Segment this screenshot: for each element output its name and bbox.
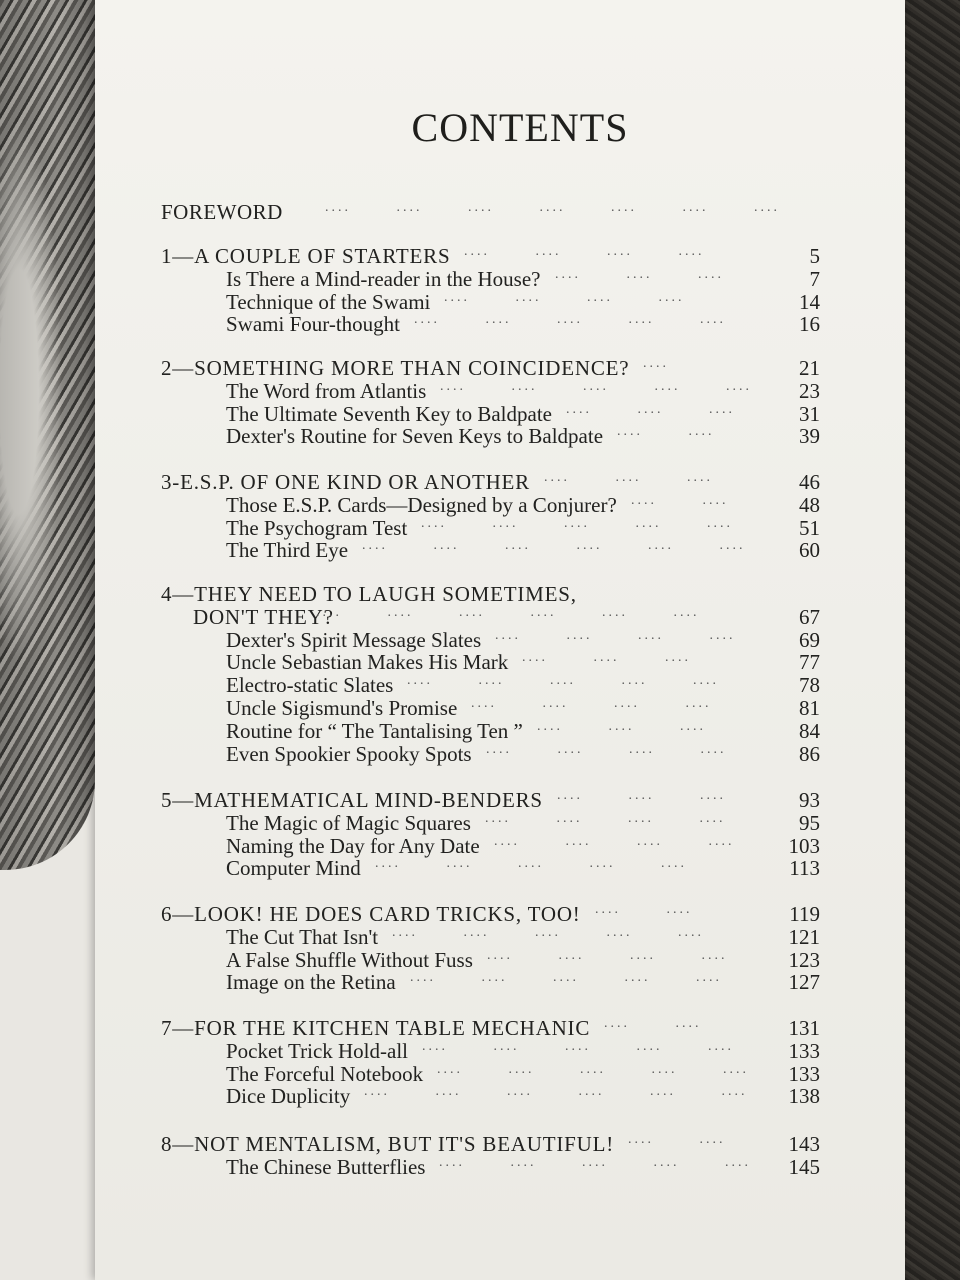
page-number: 131 bbox=[788, 1016, 820, 1040]
entry-label: A False Shuffle Without Fuss bbox=[226, 947, 473, 972]
page-number: 23 bbox=[799, 378, 820, 403]
entry-label: 5—MATHEMATICAL MIND-BENDERS bbox=[161, 788, 543, 812]
chapter-heading[interactable] bbox=[95, 244, 905, 268]
leader-dots: .... .... .... .... .... bbox=[439, 1154, 751, 1170]
leader-dots: .... .... .... .... .... bbox=[437, 1061, 749, 1077]
leader-dots: .... .... .... .... .... .... bbox=[364, 1084, 748, 1100]
entry-label: The Magic of Magic Squares bbox=[226, 810, 471, 835]
leader-dots: .... .... .... .... .... bbox=[440, 378, 752, 394]
toc-subentry[interactable] bbox=[95, 1155, 905, 1179]
toc-subentry[interactable] bbox=[95, 379, 905, 403]
entry-label: The Psychogram Test bbox=[226, 515, 408, 540]
entry-label: 3-E.S.P. OF ONE KIND OR ANOTHER bbox=[161, 470, 530, 494]
leader-dots: .... .... .... .... bbox=[485, 810, 726, 826]
page-number: 14 bbox=[799, 289, 820, 314]
leader-dots: .... .... .... .... bbox=[494, 833, 735, 849]
leader-dots: .... .... .... .... .... bbox=[375, 856, 687, 872]
entry-label: Pocket Trick Hold-all bbox=[226, 1038, 408, 1063]
leader-dots: .... .... .... .... bbox=[486, 741, 727, 757]
leader-dots: .... .... bbox=[628, 1132, 726, 1147]
leader-dots: .... .... .... bbox=[537, 718, 706, 734]
toc-subentry[interactable] bbox=[95, 628, 905, 652]
toc-subentry[interactable] bbox=[95, 856, 905, 880]
page-number: 138 bbox=[788, 1084, 820, 1109]
leader-dots: .... .... .... .... .... bbox=[422, 1038, 734, 1054]
toc-subentry[interactable] bbox=[95, 1084, 905, 1108]
entry-label: The Word from Atlantis bbox=[226, 378, 427, 403]
page-number: 133 bbox=[788, 1038, 820, 1063]
page-number: 113 bbox=[789, 856, 820, 881]
entry-label: Dice Duplicity bbox=[226, 1084, 351, 1109]
entry-label: Uncle Sebastian Makes His Mark bbox=[226, 650, 509, 675]
entry-label: The Chinese Butterflies bbox=[226, 1154, 426, 1179]
leader-dots: .... .... bbox=[604, 1016, 702, 1031]
page-number: 31 bbox=[799, 401, 820, 426]
entry-label: Routine for “ The Tantalising Ten ” bbox=[226, 718, 523, 743]
leader-dots: .... .... .... .... bbox=[464, 244, 705, 259]
toc-subentry[interactable] bbox=[95, 970, 905, 994]
entry-label: FOREWORD bbox=[161, 200, 283, 224]
page-number: 69 bbox=[799, 627, 820, 652]
entry-label: Technique of the Swami bbox=[226, 289, 431, 314]
entry-label: Image on the Retina bbox=[226, 970, 396, 995]
page-title: CONTENTS bbox=[411, 105, 629, 150]
page-number: 48 bbox=[799, 492, 820, 517]
leader-dots: .... .... .... .... .... .... bbox=[316, 604, 700, 620]
entry-label: Dexter's Spirit Message Slates bbox=[226, 627, 482, 652]
leader-dots: .... .... .... bbox=[544, 470, 713, 485]
entry-label: The Forceful Notebook bbox=[226, 1061, 424, 1086]
page-number: 81 bbox=[799, 696, 820, 720]
leader-dots: .... .... .... bbox=[555, 266, 724, 282]
leader-dots: .... .... bbox=[617, 424, 715, 440]
facing-page bbox=[0, 0, 110, 1280]
leader-dots: .... .... .... .... .... .... bbox=[362, 538, 746, 554]
leader-dots: .... bbox=[643, 356, 669, 371]
leader-dots: .... .... .... bbox=[522, 650, 691, 666]
leader-dots: .... .... .... .... bbox=[444, 289, 685, 305]
page-number: 7 bbox=[809, 266, 820, 291]
entry-label: Those E.S.P. Cards—Designed by a Conjurer? bbox=[226, 492, 617, 517]
leader-dots: .... .... bbox=[595, 902, 693, 917]
page-number: 121 bbox=[788, 924, 820, 949]
page-number: 16 bbox=[799, 312, 820, 337]
entry-label: The Third Eye bbox=[226, 538, 349, 563]
entry-label: Even Spookier Spooky Spots bbox=[226, 741, 472, 766]
page-number: 39 bbox=[799, 424, 820, 449]
entry-label: 2—SOMETHING MORE THAN COINCIDENCE? bbox=[161, 356, 630, 380]
entry-label: Swami Four-thought bbox=[226, 312, 400, 337]
leader-dots: .... .... .... .... bbox=[471, 696, 712, 711]
toc-subentry[interactable] bbox=[95, 742, 905, 766]
page-number: 93 bbox=[799, 788, 820, 812]
entry-label: 7—FOR THE KITCHEN TABLE MECHANIC bbox=[161, 1016, 591, 1040]
page-number: 95 bbox=[799, 810, 820, 835]
toc-subentry[interactable] bbox=[95, 696, 905, 720]
entry-label: The Ultimate Seventh Key to Baldpate bbox=[226, 401, 552, 426]
entry-label: Naming the Day for Any Date bbox=[226, 833, 480, 858]
leader-dots: .... .... bbox=[631, 492, 729, 508]
page-number: 145 bbox=[788, 1154, 820, 1179]
entry-label: Computer Mind bbox=[226, 856, 361, 881]
page-number: 67 bbox=[799, 604, 820, 629]
entry-label: 4—THEY NEED TO LAUGH SOMETIMES, bbox=[161, 582, 577, 606]
page-number: 5 bbox=[809, 244, 820, 268]
toc-subentry[interactable] bbox=[95, 312, 905, 336]
page-number: 77 bbox=[799, 650, 820, 675]
leader-dots: .... .... .... .... .... bbox=[407, 673, 719, 689]
page-number: 127 bbox=[788, 970, 820, 995]
page-number: 21 bbox=[799, 356, 820, 380]
entry-label: 8—NOT MENTALISM, BUT IT'S BEAUTIFUL! bbox=[161, 1132, 615, 1156]
page-number: 78 bbox=[799, 673, 820, 698]
leader-dots: .... .... .... .... .... bbox=[410, 970, 722, 986]
entry-label: DON'T THEY? bbox=[193, 604, 334, 629]
page-number: 84 bbox=[799, 718, 820, 743]
toc-subentry[interactable] bbox=[95, 538, 905, 562]
entry-label: Electro-static Slates bbox=[226, 673, 394, 698]
contents-page bbox=[95, 0, 905, 1280]
table-of-contents bbox=[95, 0, 905, 1280]
page-number: 143 bbox=[788, 1132, 820, 1156]
chapter-heading[interactable] bbox=[95, 470, 905, 494]
entry-label: Is There a Mind-reader in the House? bbox=[226, 266, 541, 291]
leader-dots: .... .... .... bbox=[557, 788, 726, 803]
leader-dots: .... .... .... .... .... .... .... bbox=[325, 200, 780, 215]
page-number: 103 bbox=[788, 833, 820, 858]
leader-dots: .... .... .... .... .... bbox=[392, 924, 704, 940]
page-number: 133 bbox=[788, 1061, 820, 1086]
toc-subentry[interactable] bbox=[95, 402, 905, 426]
leader-dots: .... .... .... .... .... bbox=[421, 515, 733, 531]
entry-label: Uncle Sigismund's Promise bbox=[226, 696, 458, 720]
page-number: 86 bbox=[799, 741, 820, 766]
leader-dots: .... .... .... .... .... bbox=[414, 312, 726, 328]
entry-label: The Cut That Isn't bbox=[226, 924, 379, 949]
entry-label: Dexter's Routine for Seven Keys to Baldpate bbox=[226, 424, 604, 449]
page-number: 51 bbox=[799, 515, 820, 540]
leader-dots: .... .... .... .... bbox=[495, 627, 736, 643]
toc-entry-foreword[interactable] bbox=[95, 200, 905, 224]
page-number: 119 bbox=[789, 902, 820, 926]
page-number: 60 bbox=[799, 538, 820, 563]
entry-label: 6—LOOK! HE DOES CARD TRICKS, TOO! bbox=[161, 902, 581, 926]
toc-subentry[interactable] bbox=[95, 424, 905, 448]
leader-dots: .... .... .... bbox=[566, 401, 735, 417]
page-number: 123 bbox=[788, 947, 820, 972]
page-number: 46 bbox=[799, 470, 820, 494]
leader-dots: .... .... .... .... bbox=[487, 947, 728, 963]
entry-label: 1—A COUPLE OF STARTERS bbox=[161, 244, 451, 268]
